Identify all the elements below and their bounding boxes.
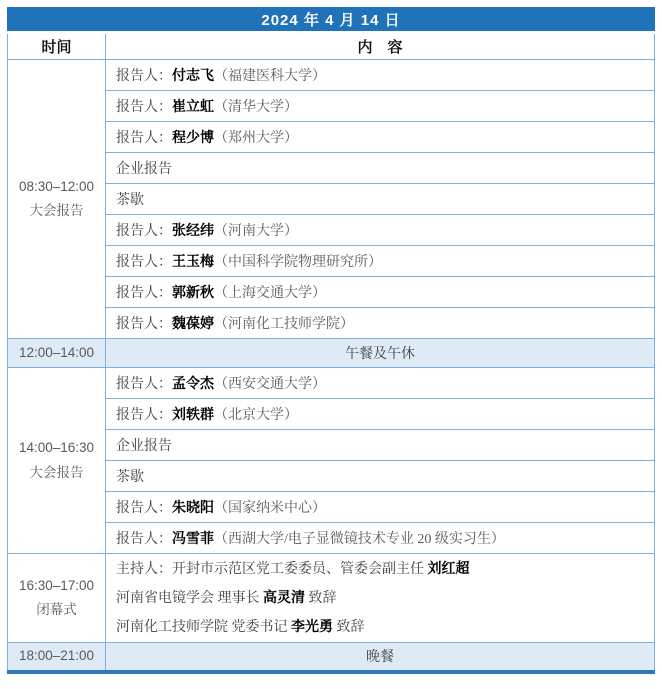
speaker-row (106, 368, 655, 399)
session-row (8, 461, 655, 492)
session-row (8, 184, 655, 215)
speaker-row (106, 492, 655, 523)
speaker-affiliation: （清华大学） (214, 100, 298, 115)
activity-label: 茶歇 (116, 193, 144, 208)
activity-label: 企业报告 (116, 162, 172, 177)
activity-row (106, 461, 655, 492)
break-label: 晚餐 (106, 643, 655, 672)
activity-row (106, 430, 655, 461)
time-label: 大会报告 (29, 203, 84, 218)
closing-suffix: 致辞 (333, 619, 365, 635)
session-row (8, 368, 655, 399)
speaker-name: 崔立虹 (172, 100, 214, 115)
time-cell-afternoon (8, 368, 106, 554)
speaker-name: 程少博 (172, 131, 214, 146)
time-range: 08:30–12:00 (18, 178, 95, 194)
speaker-name: 冯雪菲 (172, 532, 214, 547)
closing-name: 李光勇 (291, 619, 333, 635)
session-row (8, 492, 655, 523)
closing-prefix: 河南省电镜学会 理事长 (116, 590, 263, 606)
session-row (8, 399, 655, 430)
closing-line (116, 613, 646, 642)
speaker-prefix: 报告人： (116, 532, 172, 547)
activity-row (106, 184, 655, 215)
speaker-name: 张经纬 (172, 224, 214, 239)
speaker-affiliation: （河南大学） (214, 224, 298, 239)
speaker-row (106, 215, 655, 246)
session-row (8, 153, 655, 184)
speaker-name: 刘轶群 (172, 408, 214, 423)
session-row (8, 308, 655, 339)
speaker-prefix: 报告人： (116, 377, 172, 392)
closing-line (116, 584, 646, 613)
speaker-prefix: 报告人： (116, 100, 172, 115)
time-label: 闭幕式 (36, 602, 77, 617)
speaker-name: 孟令杰 (172, 377, 214, 392)
session-row (8, 122, 655, 153)
speaker-name: 魏葆婷 (172, 317, 214, 332)
speaker-row (106, 523, 655, 554)
time-cell-lunch: 12:00–14:00 (8, 339, 106, 368)
date-banner-row (8, 8, 655, 33)
closing-row (8, 554, 655, 643)
speaker-row (106, 122, 655, 153)
session-row (8, 246, 655, 277)
break-row-dinner (8, 643, 655, 672)
speaker-affiliation: （郑州大学） (214, 131, 298, 146)
speaker-row (106, 308, 655, 339)
speaker-name: 朱晓阳 (172, 501, 214, 516)
closing-prefix: 主持人：开封市示范区党工委委员、管委会副主任 (116, 561, 428, 577)
closing-name: 刘红超 (427, 561, 470, 577)
activity-label: 企业报告 (116, 439, 172, 454)
speaker-prefix: 报告人： (116, 255, 172, 270)
closing-name: 高灵清 (263, 590, 305, 606)
speaker-affiliation: （北京大学） (214, 408, 298, 423)
column-header-row (8, 33, 655, 60)
activity-row (106, 153, 655, 184)
speaker-name: 郭新秋 (172, 286, 214, 301)
speaker-affiliation: （福建医科大学） (214, 69, 326, 84)
session-row (8, 91, 655, 122)
session-row (8, 430, 655, 461)
speaker-row (106, 91, 655, 122)
activity-label: 茶歇 (116, 470, 144, 485)
speaker-name: 付志飞 (172, 69, 214, 84)
speaker-affiliation: （中国科学院物理研究所） (214, 255, 382, 270)
time-cell-closing (8, 554, 106, 643)
closing-content (106, 554, 655, 643)
speaker-affiliation: （国家纳米中心） (214, 501, 326, 516)
speaker-affiliation: （西安交通大学） (214, 377, 326, 392)
speaker-prefix: 报告人： (116, 408, 172, 423)
closing-suffix: 致辞 (305, 590, 337, 606)
break-label: 午餐及午休 (106, 339, 655, 368)
speaker-row (106, 246, 655, 277)
time-cell-morning (8, 60, 106, 339)
speaker-prefix: 报告人： (116, 286, 172, 301)
time-cell-dinner: 18:00–21:00 (8, 643, 106, 672)
date-header: 2024 年 4 月 14 日 (8, 8, 655, 33)
break-row-lunch (8, 339, 655, 368)
speaker-name: 王玉梅 (172, 255, 214, 270)
speaker-prefix: 报告人： (116, 224, 172, 239)
speaker-prefix: 报告人： (116, 501, 172, 516)
speaker-row (106, 277, 655, 308)
speaker-affiliation: （西湖大学/电子显微镜技术专业 20 级实习生） (214, 532, 505, 547)
time-range: 16:30–17:00 (18, 577, 95, 593)
session-row (8, 215, 655, 246)
session-row (8, 277, 655, 308)
speaker-prefix: 报告人： (116, 317, 172, 332)
speaker-prefix: 报告人： (116, 69, 172, 84)
session-row (8, 60, 655, 91)
time-column-header: 时间 (8, 33, 106, 60)
closing-prefix: 河南化工技师学院 党委书记 (116, 619, 291, 635)
speaker-prefix: 报告人： (116, 131, 172, 146)
time-range: 14:00–16:30 (18, 440, 95, 456)
speaker-row (106, 60, 655, 91)
schedule-table (7, 7, 655, 674)
speaker-affiliation: （河南化工技师学院） (214, 317, 354, 332)
closing-line (116, 555, 646, 584)
time-label: 大会报告 (29, 464, 84, 480)
speaker-row (106, 399, 655, 430)
session-row (8, 523, 655, 554)
speaker-affiliation: （上海交通大学） (214, 286, 326, 301)
content-column-header: 内 容 (106, 33, 655, 60)
